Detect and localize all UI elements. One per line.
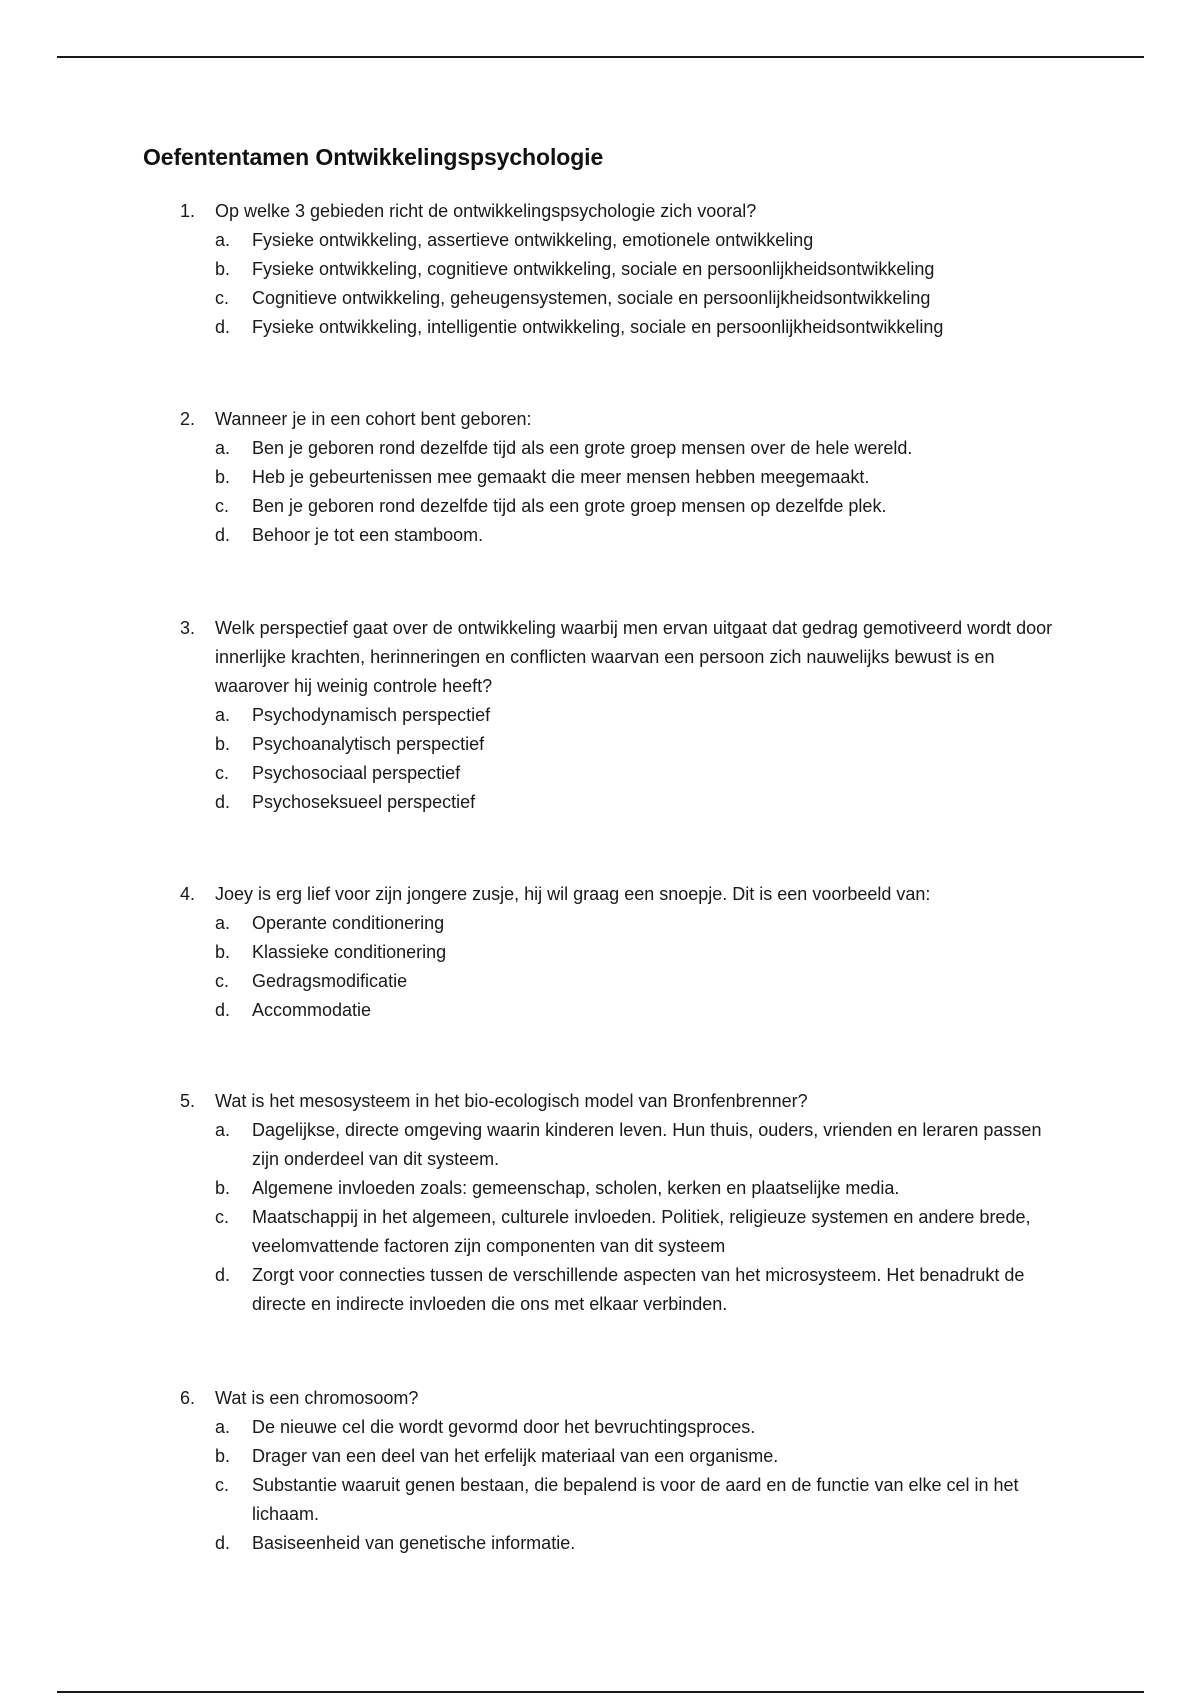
question-text: Op welke 3 gebieden richt de ontwikkelingspsychologie zich vooral? bbox=[215, 201, 757, 221]
option-letter: b. bbox=[215, 1446, 231, 1466]
answer-option-d bbox=[215, 1529, 1060, 1558]
option-text: Drager van een deel van het erfelijk materiaal van een organisme. bbox=[252, 1446, 779, 1466]
option-letter: a. bbox=[215, 438, 231, 458]
option-text: Psychosociaal perspectief bbox=[252, 763, 461, 783]
answer-option-d bbox=[215, 788, 1060, 817]
option-text: Operante conditionering bbox=[252, 913, 445, 933]
question-6 bbox=[180, 1384, 1060, 1558]
question-text: Joey is erg lief voor zijn jongere zusje, hij wil graag een snoepje. Dit is een voorbeeld van: bbox=[215, 884, 931, 904]
option-text: Psychodynamisch perspectief bbox=[252, 705, 491, 725]
answer-option-a bbox=[215, 909, 1060, 938]
answer-options bbox=[180, 434, 1060, 550]
question-4 bbox=[180, 880, 1060, 1025]
option-text: Accommodatie bbox=[252, 1000, 372, 1020]
answer-options bbox=[180, 226, 1060, 342]
option-letter: c. bbox=[215, 763, 230, 783]
option-text: Gedragsmodificatie bbox=[252, 971, 408, 991]
answer-option-c bbox=[215, 1203, 1060, 1261]
option-letter: a. bbox=[215, 1417, 231, 1437]
question-number: 6. bbox=[180, 1388, 196, 1408]
option-letter: d. bbox=[215, 317, 231, 337]
question-number: 5. bbox=[180, 1091, 196, 1111]
option-text: Maatschappij in het algemeen, culturele invloeden. Politiek, religieuze systemen en andere brede, veelomvattende factoren zijn componenten van dit systeem bbox=[252, 1207, 1031, 1256]
option-letter: a. bbox=[215, 705, 231, 725]
option-letter: c. bbox=[215, 1475, 230, 1495]
option-letter: a. bbox=[215, 913, 231, 933]
option-text: Basiseenheid van genetische informatie. bbox=[252, 1533, 576, 1553]
option-letter: d. bbox=[215, 525, 231, 545]
option-letter: c. bbox=[215, 971, 230, 991]
option-text: Substantie waaruit genen bestaan, die bepalend is voor de aard en de functie van elke cel in het lichaam. bbox=[252, 1475, 1019, 1524]
option-letter: b. bbox=[215, 1178, 231, 1198]
option-text: Zorgt voor connecties tussen de verschillende aspecten van het microsysteem. Het benadrukt de directe en indirecte invloeden die ons met elkaar verbinden. bbox=[252, 1265, 1025, 1314]
question-number: 1. bbox=[180, 201, 196, 221]
answer-options bbox=[180, 909, 1060, 1025]
header-rule bbox=[57, 56, 1144, 58]
option-text: Behoor je tot een stamboom. bbox=[252, 525, 484, 545]
option-text: Fysieke ontwikkeling, cognitieve ontwikkeling, sociale en persoonlijkheidsontwikkeling bbox=[252, 259, 935, 279]
option-letter: c. bbox=[215, 288, 230, 308]
option-text: Psychoanalytisch perspectief bbox=[252, 734, 485, 754]
option-letter: b. bbox=[215, 942, 231, 962]
answer-option-c bbox=[215, 492, 1060, 521]
answer-option-b bbox=[215, 463, 1060, 492]
answer-option-a bbox=[215, 1413, 1060, 1442]
question-text: Welk perspectief gaat over de ontwikkeling waarbij men ervan uitgaat dat gedrag gemotiveerd wordt door innerlijke krachten, herinneringen en conflicten waarvan een persoon zich nauwelijks bewust is en waarover hij weinig controle heeft? bbox=[215, 618, 1053, 696]
question-text: Wat is een chromosoom? bbox=[215, 1388, 419, 1408]
question-text: Wanneer je in een cohort bent geboren: bbox=[215, 409, 532, 429]
answer-option-d bbox=[215, 521, 1060, 550]
answer-option-b bbox=[215, 730, 1060, 759]
question-number: 3. bbox=[180, 618, 196, 638]
question-3 bbox=[180, 614, 1060, 817]
option-text: Klassieke conditionering bbox=[252, 942, 447, 962]
answer-option-a bbox=[215, 434, 1060, 463]
answer-option-c bbox=[215, 284, 1060, 313]
option-letter: d. bbox=[215, 792, 231, 812]
option-text: Ben je geboren rond dezelfde tijd als een grote groep mensen over de hele wereld. bbox=[252, 438, 913, 458]
question-1 bbox=[180, 197, 1060, 342]
answer-option-a bbox=[215, 226, 1060, 255]
answer-options bbox=[180, 701, 1060, 817]
option-text: Dagelijkse, directe omgeving waarin kinderen leven. Hun thuis, ouders, vrienden en leraren passen zijn onderdeel van dit systeem. bbox=[252, 1120, 1042, 1169]
option-text: Algemene invloeden zoals: gemeenschap, scholen, kerken en plaatselijke media. bbox=[252, 1178, 900, 1198]
answer-options bbox=[180, 1413, 1060, 1558]
option-text: Fysieke ontwikkeling, assertieve ontwikkeling, emotionele ontwikkeling bbox=[252, 230, 814, 250]
answer-option-b bbox=[215, 1442, 1060, 1471]
answer-option-a bbox=[215, 701, 1060, 730]
answer-option-c bbox=[215, 967, 1060, 996]
option-letter: c. bbox=[215, 1207, 230, 1227]
option-letter: b. bbox=[215, 259, 231, 279]
option-text: De nieuwe cel die wordt gevormd door het bevruchtingsproces. bbox=[252, 1417, 756, 1437]
question-text: Wat is het mesosysteem in het bio-ecologisch model van Bronfenbrenner? bbox=[215, 1091, 808, 1111]
option-letter: c. bbox=[215, 496, 230, 516]
answer-option-c bbox=[215, 759, 1060, 788]
option-text: Ben je geboren rond dezelfde tijd als een grote groep mensen op dezelfde plek. bbox=[252, 496, 887, 516]
answer-option-a bbox=[215, 1116, 1060, 1174]
answer-options bbox=[180, 1116, 1060, 1319]
question-number: 4. bbox=[180, 884, 196, 904]
option-letter: a. bbox=[215, 230, 231, 250]
answer-option-b bbox=[215, 1174, 1060, 1203]
answer-option-c bbox=[215, 1471, 1060, 1529]
footer-rule bbox=[57, 1691, 1144, 1693]
option-text: Heb je gebeurtenissen mee gemaakt die meer mensen hebben meegemaakt. bbox=[252, 467, 870, 487]
option-letter: a. bbox=[215, 1120, 231, 1140]
answer-option-d bbox=[215, 1261, 1060, 1319]
question-5 bbox=[180, 1087, 1060, 1319]
option-letter: d. bbox=[215, 1265, 231, 1285]
answer-option-d bbox=[215, 996, 1060, 1025]
answer-option-b bbox=[215, 255, 1060, 284]
option-letter: b. bbox=[215, 734, 231, 754]
option-text: Fysieke ontwikkeling, intelligentie ontwikkeling, sociale en persoonlijkheidsontwikkeling bbox=[252, 317, 944, 337]
option-letter: d. bbox=[215, 1533, 231, 1553]
option-letter: d. bbox=[215, 1000, 231, 1020]
option-text: Cognitieve ontwikkeling, geheugensystemen, sociale en persoonlijkheidsontwikkeling bbox=[252, 288, 931, 308]
question-number: 2. bbox=[180, 409, 196, 429]
answer-option-b bbox=[215, 938, 1060, 967]
answer-option-d bbox=[215, 313, 1060, 342]
document-title: Oefententamen Ontwikkelingspsychologie bbox=[143, 144, 604, 170]
option-letter: b. bbox=[215, 467, 231, 487]
question-2 bbox=[180, 405, 1060, 550]
option-text: Psychoseksueel perspectief bbox=[252, 792, 476, 812]
